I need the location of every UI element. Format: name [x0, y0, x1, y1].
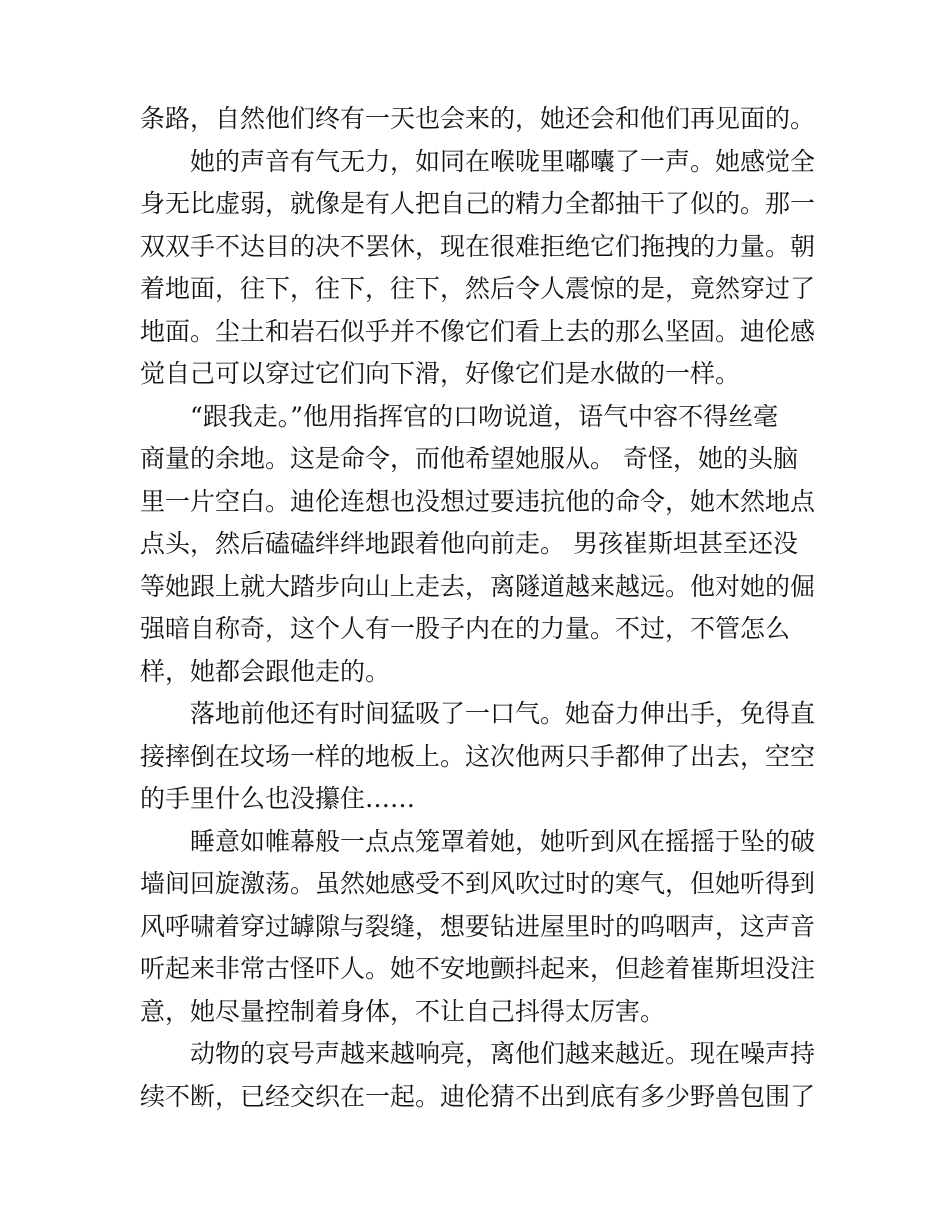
- text-line: 觉自己可以穿过它们向下滑，好像它们是水做的一样。: [140, 359, 741, 388]
- text-line: 条路，自然他们终有一天也会来的，她还会和他们再见面的。: [140, 104, 816, 133]
- text-line: 意，她尽量控制着身体，不让自己抖得太厉害。: [140, 996, 666, 1026]
- text-line: 着地面，往下，往下，往下，然后令人震惊的是，竟然穿过了: [140, 274, 816, 303]
- text-line: 点头，然后磕磕绊绊地跟着他向前走。 男孩崔斯坦甚至还没: [140, 529, 798, 558]
- text-line: 里一片空白。迪伦连想也没想过要违抗他的命令，她木然地点: [140, 486, 816, 516]
- text-line: 强暗自称奇，这个人有一股子内在的力量。不过，不管怎么: [140, 614, 791, 643]
- text-line: 身无比虚弱，就像是有人把自己的精力全都抽干了似的。那一: [140, 189, 816, 218]
- text-line: 的手里什么也没攥住……: [140, 784, 416, 813]
- text-line: 她的声音有气无力，如同在喉咙里嘟囔了一声。她感觉全: [190, 146, 816, 176]
- text-line: 续不断，已经交织在一起。迪伦猜不出到底有多少野兽包围了: [140, 1081, 816, 1111]
- text-line: 商量的余地。这是命令，而他希望她服从。 奇怪，她的头脑: [140, 444, 798, 473]
- text-line: 双双手不达目的决不罢休，现在很难拒绝它们拖拽的力量。朝: [140, 231, 816, 261]
- text-line: 地面。尘土和岩石似乎并不像它们看上去的那么坚固。迪伦感: [140, 316, 816, 346]
- text-line: 听起来非常古怪吓人。她不安地颤抖起来，但趁着崔斯坦没注: [140, 954, 816, 983]
- text-line: 风呼啸着穿过罅隙与裂缝，想要钻进屋里时的呜咽声，这声音: [140, 911, 816, 941]
- text-line: 墙间回旋激荡。虽然她感受不到风吹过时的寒气，但她听得到: [140, 869, 816, 898]
- document-page: [140, 98, 816, 1118]
- text-line: 动物的哀号声越来越响亮，离他们越来越近。现在噪声持: [190, 1039, 816, 1068]
- text-line: “跟我走。”他用指挥官的口吻说道，语气中容不得丝毫: [190, 401, 779, 431]
- text-line: 睡意如帷幕般一点点笼罩着她，她听到风在摇摇于坠的破: [190, 826, 816, 856]
- text-line: 落地前他还有时间猛吸了一口气。她奋力伸出手，免得直: [190, 699, 816, 728]
- text-line: 样，她都会跟他走的。: [140, 656, 391, 686]
- text-line: 接摔倒在坟场一样的地板上。这次他两只手都伸了出去，空空: [140, 741, 816, 771]
- text-line: 等她跟上就大踏步向山上走去，离隧道越来越远。他对她的倔: [140, 571, 816, 601]
